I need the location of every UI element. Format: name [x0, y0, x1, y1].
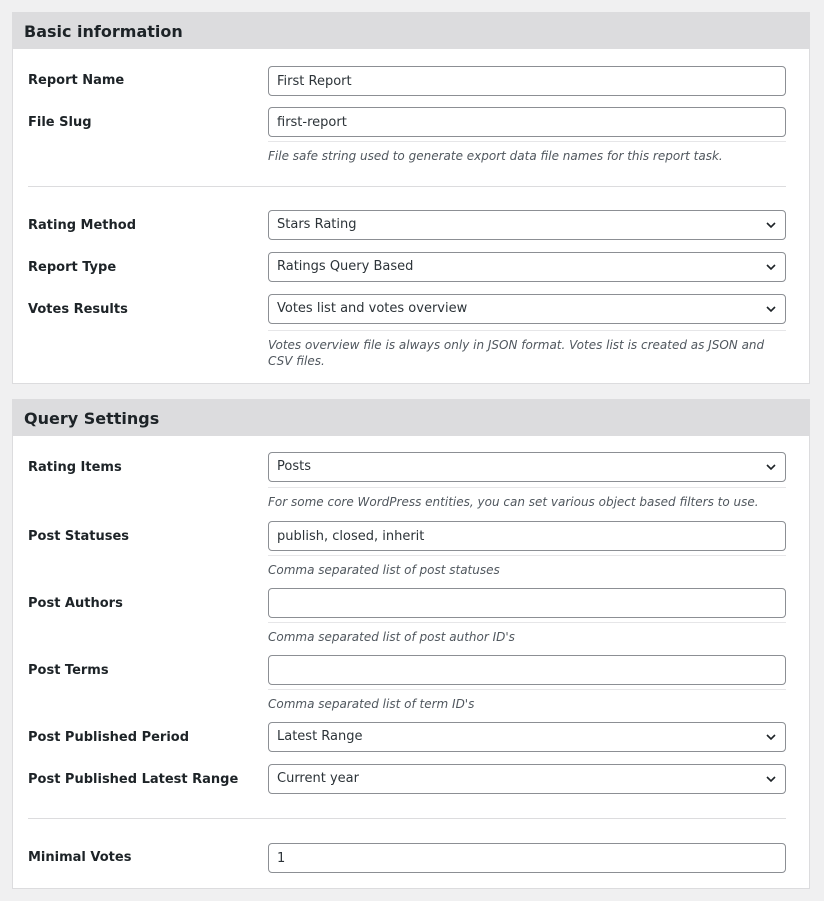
query-settings-title: Query Settings: [13, 400, 809, 436]
post-published-period-select[interactable]: [268, 722, 786, 752]
report-type-select[interactable]: [268, 252, 786, 282]
minimal-votes-input[interactable]: [268, 843, 786, 873]
post-published-period-value: Latest Range: [277, 729, 363, 744]
post-authors-label: Post Authors: [28, 596, 123, 611]
file-slug-label: File Slug: [28, 115, 92, 130]
chevron-down-icon: [765, 303, 777, 315]
minimal-votes-label: Minimal Votes: [28, 850, 132, 865]
rating-items-select[interactable]: [268, 452, 786, 482]
report-type-value: Ratings Query Based: [277, 259, 414, 274]
report-name-input[interactable]: [268, 66, 786, 96]
query-settings-panel: [12, 399, 810, 889]
report-name-label: Report Name: [28, 73, 125, 88]
rating-items-label: Rating Items: [28, 460, 122, 475]
rating-items-description: For some core WordPress entities, you can set various object based filters to use.: [268, 487, 786, 510]
chevron-down-icon: [765, 219, 777, 231]
chevron-down-icon: [765, 731, 777, 743]
section-divider: [28, 186, 786, 187]
basic-information-title: Basic information: [13, 13, 809, 49]
post-terms-description: Comma separated list of term ID's: [268, 689, 786, 712]
post-published-period-label: Post Published Period: [28, 730, 190, 745]
section-divider: [28, 818, 786, 819]
post-published-latest-range-select[interactable]: [268, 764, 786, 794]
rating-items-value: Posts: [277, 459, 311, 474]
rating-method-value: Stars Rating: [277, 217, 357, 232]
rating-method-label: Rating Method: [28, 218, 136, 233]
post-published-latest-range-label: Post Published Latest Range: [28, 772, 239, 787]
chevron-down-icon: [765, 261, 777, 273]
post-published-latest-range-value: Current year: [277, 771, 359, 786]
chevron-down-icon: [765, 773, 777, 785]
file-slug-description: File safe string used to generate export data file names for this report task.: [268, 141, 786, 164]
post-terms-label: Post Terms: [28, 663, 109, 678]
votes-results-value: Votes list and votes overview: [277, 301, 468, 316]
rating-method-select[interactable]: [268, 210, 786, 240]
post-authors-input[interactable]: [268, 588, 786, 618]
chevron-down-icon: [765, 461, 777, 473]
votes-results-label: Votes Results: [28, 302, 128, 317]
basic-information-panel: [12, 12, 810, 384]
post-authors-description: Comma separated list of post author ID's: [268, 622, 786, 645]
file-slug-input[interactable]: [268, 107, 786, 137]
post-statuses-description: Comma separated list of post statuses: [268, 555, 786, 578]
post-statuses-input[interactable]: [268, 521, 786, 551]
post-statuses-label: Post Statuses: [28, 529, 130, 544]
votes-results-select[interactable]: [268, 294, 786, 324]
votes-results-description: Votes overview file is always only in JSON format. Votes list is created as JSON and CSV files.: [268, 330, 786, 369]
post-terms-input[interactable]: [268, 655, 786, 685]
report-type-label: Report Type: [28, 260, 117, 275]
